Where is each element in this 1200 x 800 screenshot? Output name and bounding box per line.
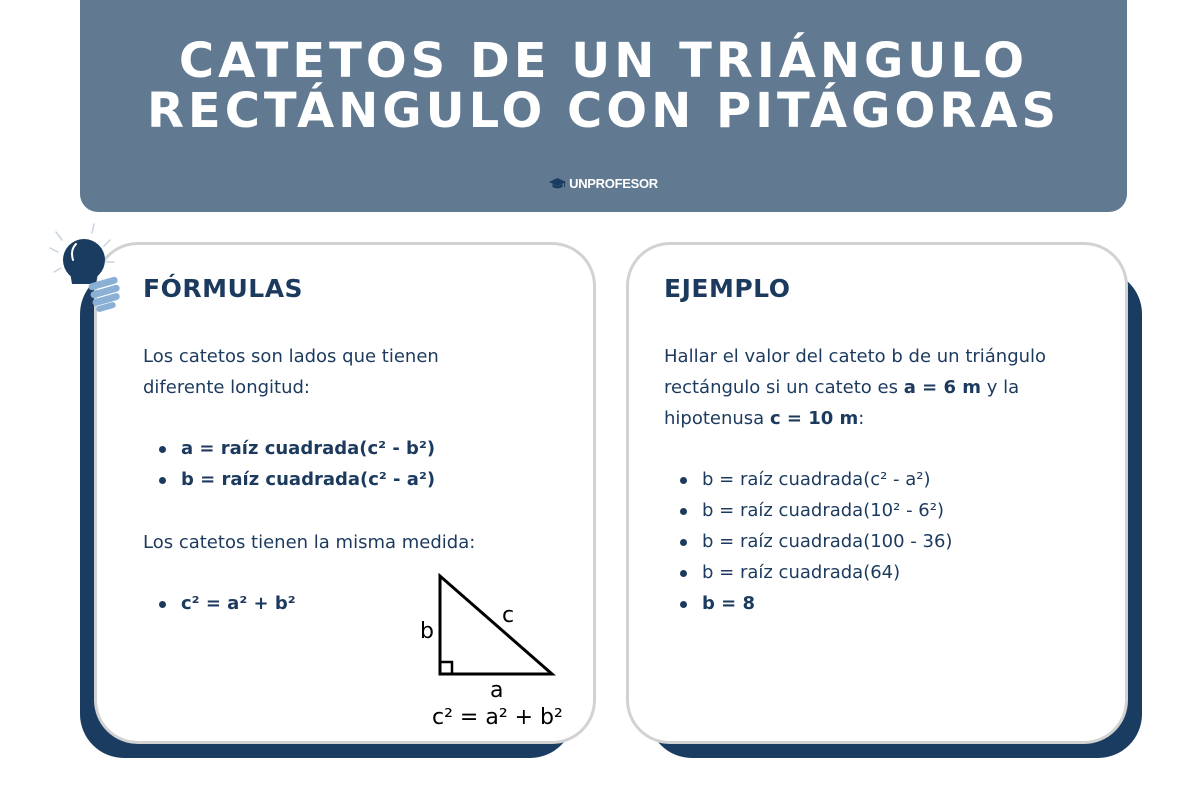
diagram-equation: c² = a² + b² [432,705,563,730]
list-item: b = 8 [678,588,952,619]
label-b: b [420,619,434,644]
formulas-intro [143,341,439,403]
example-line-3 [664,403,1046,434]
page-title [80,33,1127,139]
list-item: b = raíz cuadrada(c² - a²) [157,464,435,495]
example-line-1: Hallar el valor del cateto b de un triángulo [664,346,1047,367]
list-item: b = raíz cuadrada(c² - a²) [678,464,952,495]
label-c: c [502,603,515,628]
brand-logo [80,176,1127,191]
right-triangle-diagram [410,570,570,732]
title-line-1: CATETOS DE UN TRIÁNGULO [178,33,1029,89]
formulas-title: FÓRMULAS [143,274,304,303]
formulas-same-list [157,588,296,619]
formulas-intro-line-2: diferente longitud: [143,377,310,398]
header-banner [80,0,1127,212]
formulas-intro-line-1: Los catetos son lados que tienen [143,346,439,367]
lightbulb-icon [44,222,124,318]
list-item: b = raíz cuadrada(100 - 36) [678,526,952,557]
label-a: a [490,678,504,703]
list-item: a = raíz cuadrada(c² - b²) [157,433,435,464]
example-value-a: a = 6 m [903,377,982,398]
example-line-3-end: : [858,408,865,429]
example-line-2-text: rectángulo si un cateto es [664,377,904,398]
list-item: b = raíz cuadrada(10² - 6²) [678,495,952,526]
brand-name: UNPROFESOR [569,176,658,191]
formulas-bullet-list [157,433,435,495]
list-item: b = raíz cuadrada(64) [678,557,952,588]
example-steps-list [678,464,952,619]
title-line-2: RECTÁNGULO CON PITÁGORAS [146,83,1061,139]
example-title: EJEMPLO [664,274,791,303]
example-statement [664,341,1046,434]
graduation-cap-icon [549,178,566,190]
example-line-2 [664,372,1046,403]
formulas-same-text: Los catetos tienen la misma medida: [143,532,476,553]
example-line-3-text: hipotenusa [664,408,770,429]
list-item: c² = a² + b² [157,588,296,619]
example-line-2-end: y la [981,377,1020,398]
example-value-c: c = 10 m [769,408,859,429]
